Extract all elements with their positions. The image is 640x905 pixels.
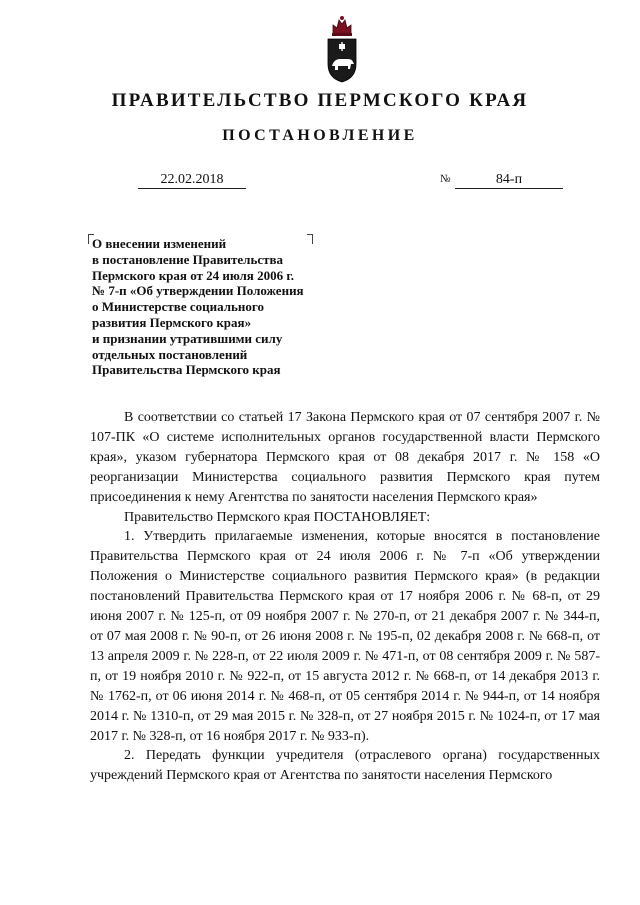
subject-line: Пермского края от 24 июля 2006 г. [92, 267, 295, 283]
document-subject [92, 236, 342, 378]
subject-line: о Министерстве социального [92, 299, 264, 315]
subject-line: в постановление Правительства [92, 251, 284, 267]
clause-1-paragraph: 1. Утвердить прилагаемые изменения, которые вносятся в постановление Правительства Пермского края от 24 июля 2006 г. № 7-п «Об утверждении Положения о Министерстве социального развития Пермского края» (в редакции постановлений Правительства Пермского края от 17 ноября 2006 г. № 68-п, от 29 июня 2007 г. № 125-п, от 09 ноября 2007 г. № 270-п, от 21 декабря 2007 г. № 344-п, от 07 мая 2008 г. № 90-п, от 26 июня 2008 г. № 195-п, 02 декабря 2008 г. № 668-п, от 13 апреля 2009 г. № 228-п, от 22 июля 2009 г. № 471-п, от 08 сентября 2009 г. № 587-п, от 19 ноября 2010 г. № 922-п, от 15 августа 2012 г. № 668-п, от 14 декабря 2013 г. № 1762-п, от 06 июня 2014 г. № 468-п, от 05 сентября 2014 г. № 944-п, от 14 ноября 2014 г. № 1310-п, от 29 мая 2015 г. № 328-п, от 27 ноября 2015 г. № 1024-п, от 17 мая 2017 г. № 328-п, от 16 ноября 2017 г. № 933-п). [90, 529, 600, 744]
perm-krai-coat-of-arms-icon [324, 14, 360, 84]
subject-line: и признании утратившими силу [92, 330, 283, 346]
number-sign: № [440, 173, 451, 185]
document-date: 22.02.2018 [138, 171, 246, 189]
document-body [90, 408, 600, 786]
organization-name: ПРАВИТЕЛЬСТВО ПЕРМСКОГО КРАЯ [111, 90, 529, 111]
subject-line: отдельных постановлений [92, 346, 248, 362]
subject-line: О внесении изменений [92, 236, 227, 251]
document-type: ПОСТАНОВЛЕНИЕ [222, 127, 418, 144]
subject-line: Правительства Пермского края [92, 362, 281, 378]
subject-line: № 7-п «Об утверждении Положения [92, 283, 304, 299]
clause-2-paragraph: 2. Передать функции учредителя (отраслевого органа) государственных учреждений Пермского края от Агентства по занятости населения Пермского [90, 748, 600, 784]
document-number: 84-п [455, 171, 563, 189]
preamble-paragraph: В соответствии со статьей 17 Закона Пермского края от 07 сентября 2007 г. № 107-ПК «О системе исполнительных органов государственной власти Пермского края», указом губернатора Пермского края от 08 декабря 2017 г. № 158 «О реорганизации Министерства социального развития Пермского края путем присоединения к нему Агентства по занятости населения Пермского края» [90, 410, 600, 505]
resolution-paragraph: Правительство Пермского края ПОСТАНОВЛЯЕТ: [124, 509, 431, 525]
subject-line: развития Пермского края» [92, 314, 252, 330]
